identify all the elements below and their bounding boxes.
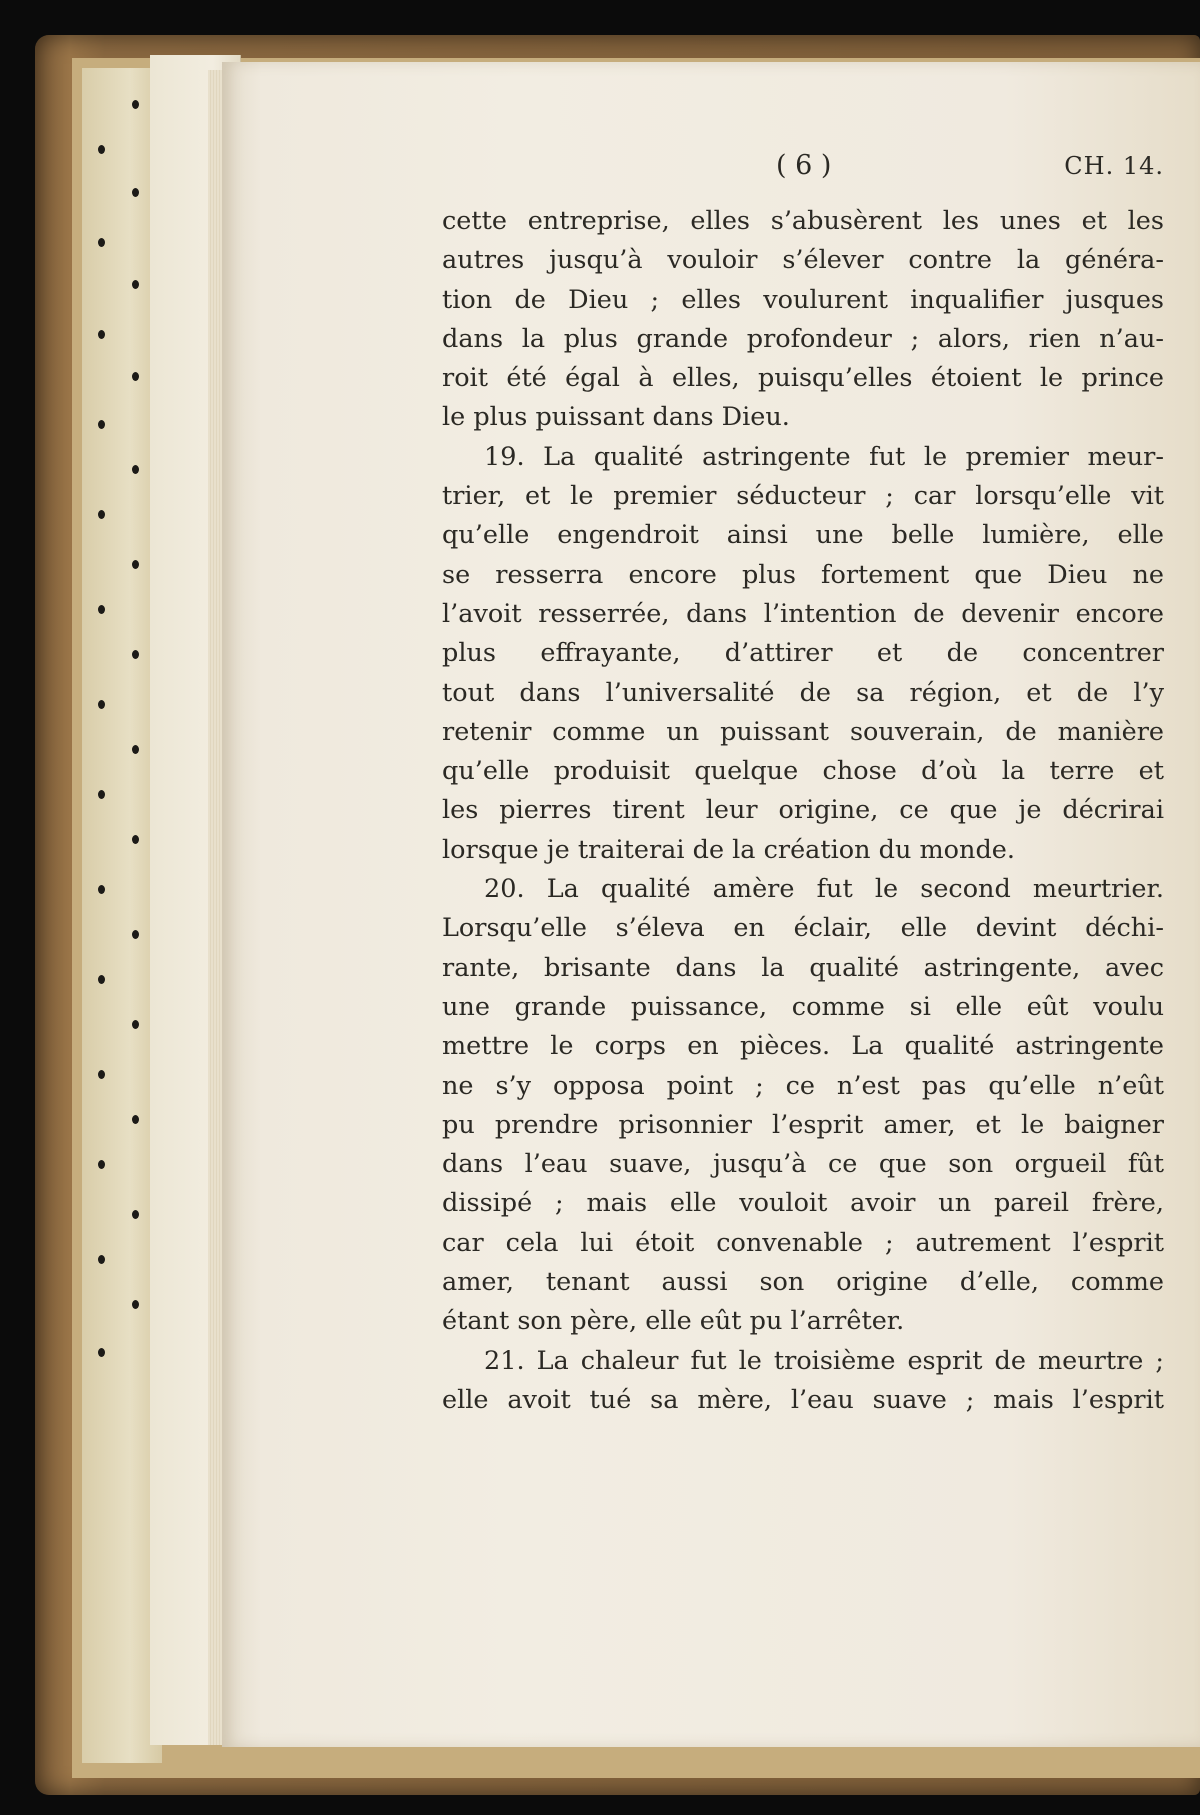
text-line: cette entreprise, elles s’abusèrent les unes et les bbox=[442, 206, 1164, 236]
page-text bbox=[442, 150, 1164, 1420]
text-line: qu’elle engendroit ainsi une belle lumière, elle bbox=[442, 520, 1164, 551]
text-line: tout dans l’universalité de sa région, et de l’y bbox=[442, 677, 1164, 708]
text-line: l’avoit resserrée, dans l’intention de devenir encore bbox=[442, 598, 1164, 629]
text-line: le plus puissant dans Dieu. bbox=[442, 402, 790, 433]
text-line: dans la plus grande profondeur ; alors, rien n’au- bbox=[442, 323, 1164, 354]
text-line: elle avoit tué sa mère, l’eau suave ; mais l’esprit bbox=[442, 1384, 1164, 1415]
body-text bbox=[442, 202, 1164, 1420]
text-line: car cela lui étoit convenable ; autrement l’esprit bbox=[442, 1227, 1164, 1258]
text-line: trier, et le premier séducteur ; car lorsqu’elle vit bbox=[442, 481, 1164, 512]
text-line: mettre le corps en pièces. La qualité astringente bbox=[442, 1031, 1164, 1062]
text-line: roit été égal à elles, puisqu’elles étoient le prince bbox=[442, 363, 1164, 394]
text-line: une grande puissance, comme si elle eût voulu bbox=[442, 991, 1164, 1022]
text-line: se resserra encore plus fortement que Dieu ne bbox=[442, 559, 1164, 590]
text-line: amer, tenant aussi son origine d’elle, comme bbox=[442, 1267, 1164, 1298]
text-line: les pierres tirent leur origine, ce que je décrirai bbox=[442, 795, 1164, 826]
running-header bbox=[442, 150, 1164, 202]
text-line: rante, brisante dans la qualité astringente, avec bbox=[442, 952, 1164, 983]
text-line: pu prendre prisonnier l’esprit amer, et le baigner bbox=[442, 1109, 1164, 1140]
page-number: ( 6 ) bbox=[776, 150, 832, 181]
text-line: étant son père, elle eût pu l’arrêter. bbox=[442, 1306, 905, 1337]
paragraph-19-start: 19. La qualité astringente fut le premier meur- bbox=[484, 441, 1164, 472]
text-line: retenir comme un puissant souverain, de manière bbox=[442, 716, 1164, 747]
text-line: dissipé ; mais elle vouloit avoir un pareil frère, bbox=[442, 1188, 1164, 1219]
text-line: Lorsqu’elle s’éleva en éclair, elle devint déchi- bbox=[442, 913, 1164, 944]
text-line: qu’elle produisit quelque chose d’où la terre et bbox=[442, 756, 1164, 787]
paragraph-21-start: 21. La chaleur fut le troisième esprit de meurtre ; bbox=[484, 1345, 1164, 1376]
text-line: lorsque je traiterai de la création du monde. bbox=[442, 834, 1015, 865]
binding-stitch-holes bbox=[92, 90, 152, 1690]
text-line: dans l’eau suave, jusqu’à ce que son orgueil fût bbox=[442, 1149, 1164, 1180]
paragraph-20-start: 20. La qualité amère fut le second meurtrier. bbox=[484, 874, 1164, 905]
text-line: tion de Dieu ; elles voulurent inqualifier jusques bbox=[442, 284, 1164, 315]
text-line: plus effrayante, d’attirer et de concentrer bbox=[442, 638, 1164, 669]
text-line: ne s’y opposa point ; ce n’est pas qu’elle n’eût bbox=[442, 1070, 1164, 1101]
chapter-label: CH. 14. bbox=[1064, 152, 1164, 180]
text-line: autres jusqu’à vouloir s’élever contre la généra- bbox=[442, 245, 1164, 276]
